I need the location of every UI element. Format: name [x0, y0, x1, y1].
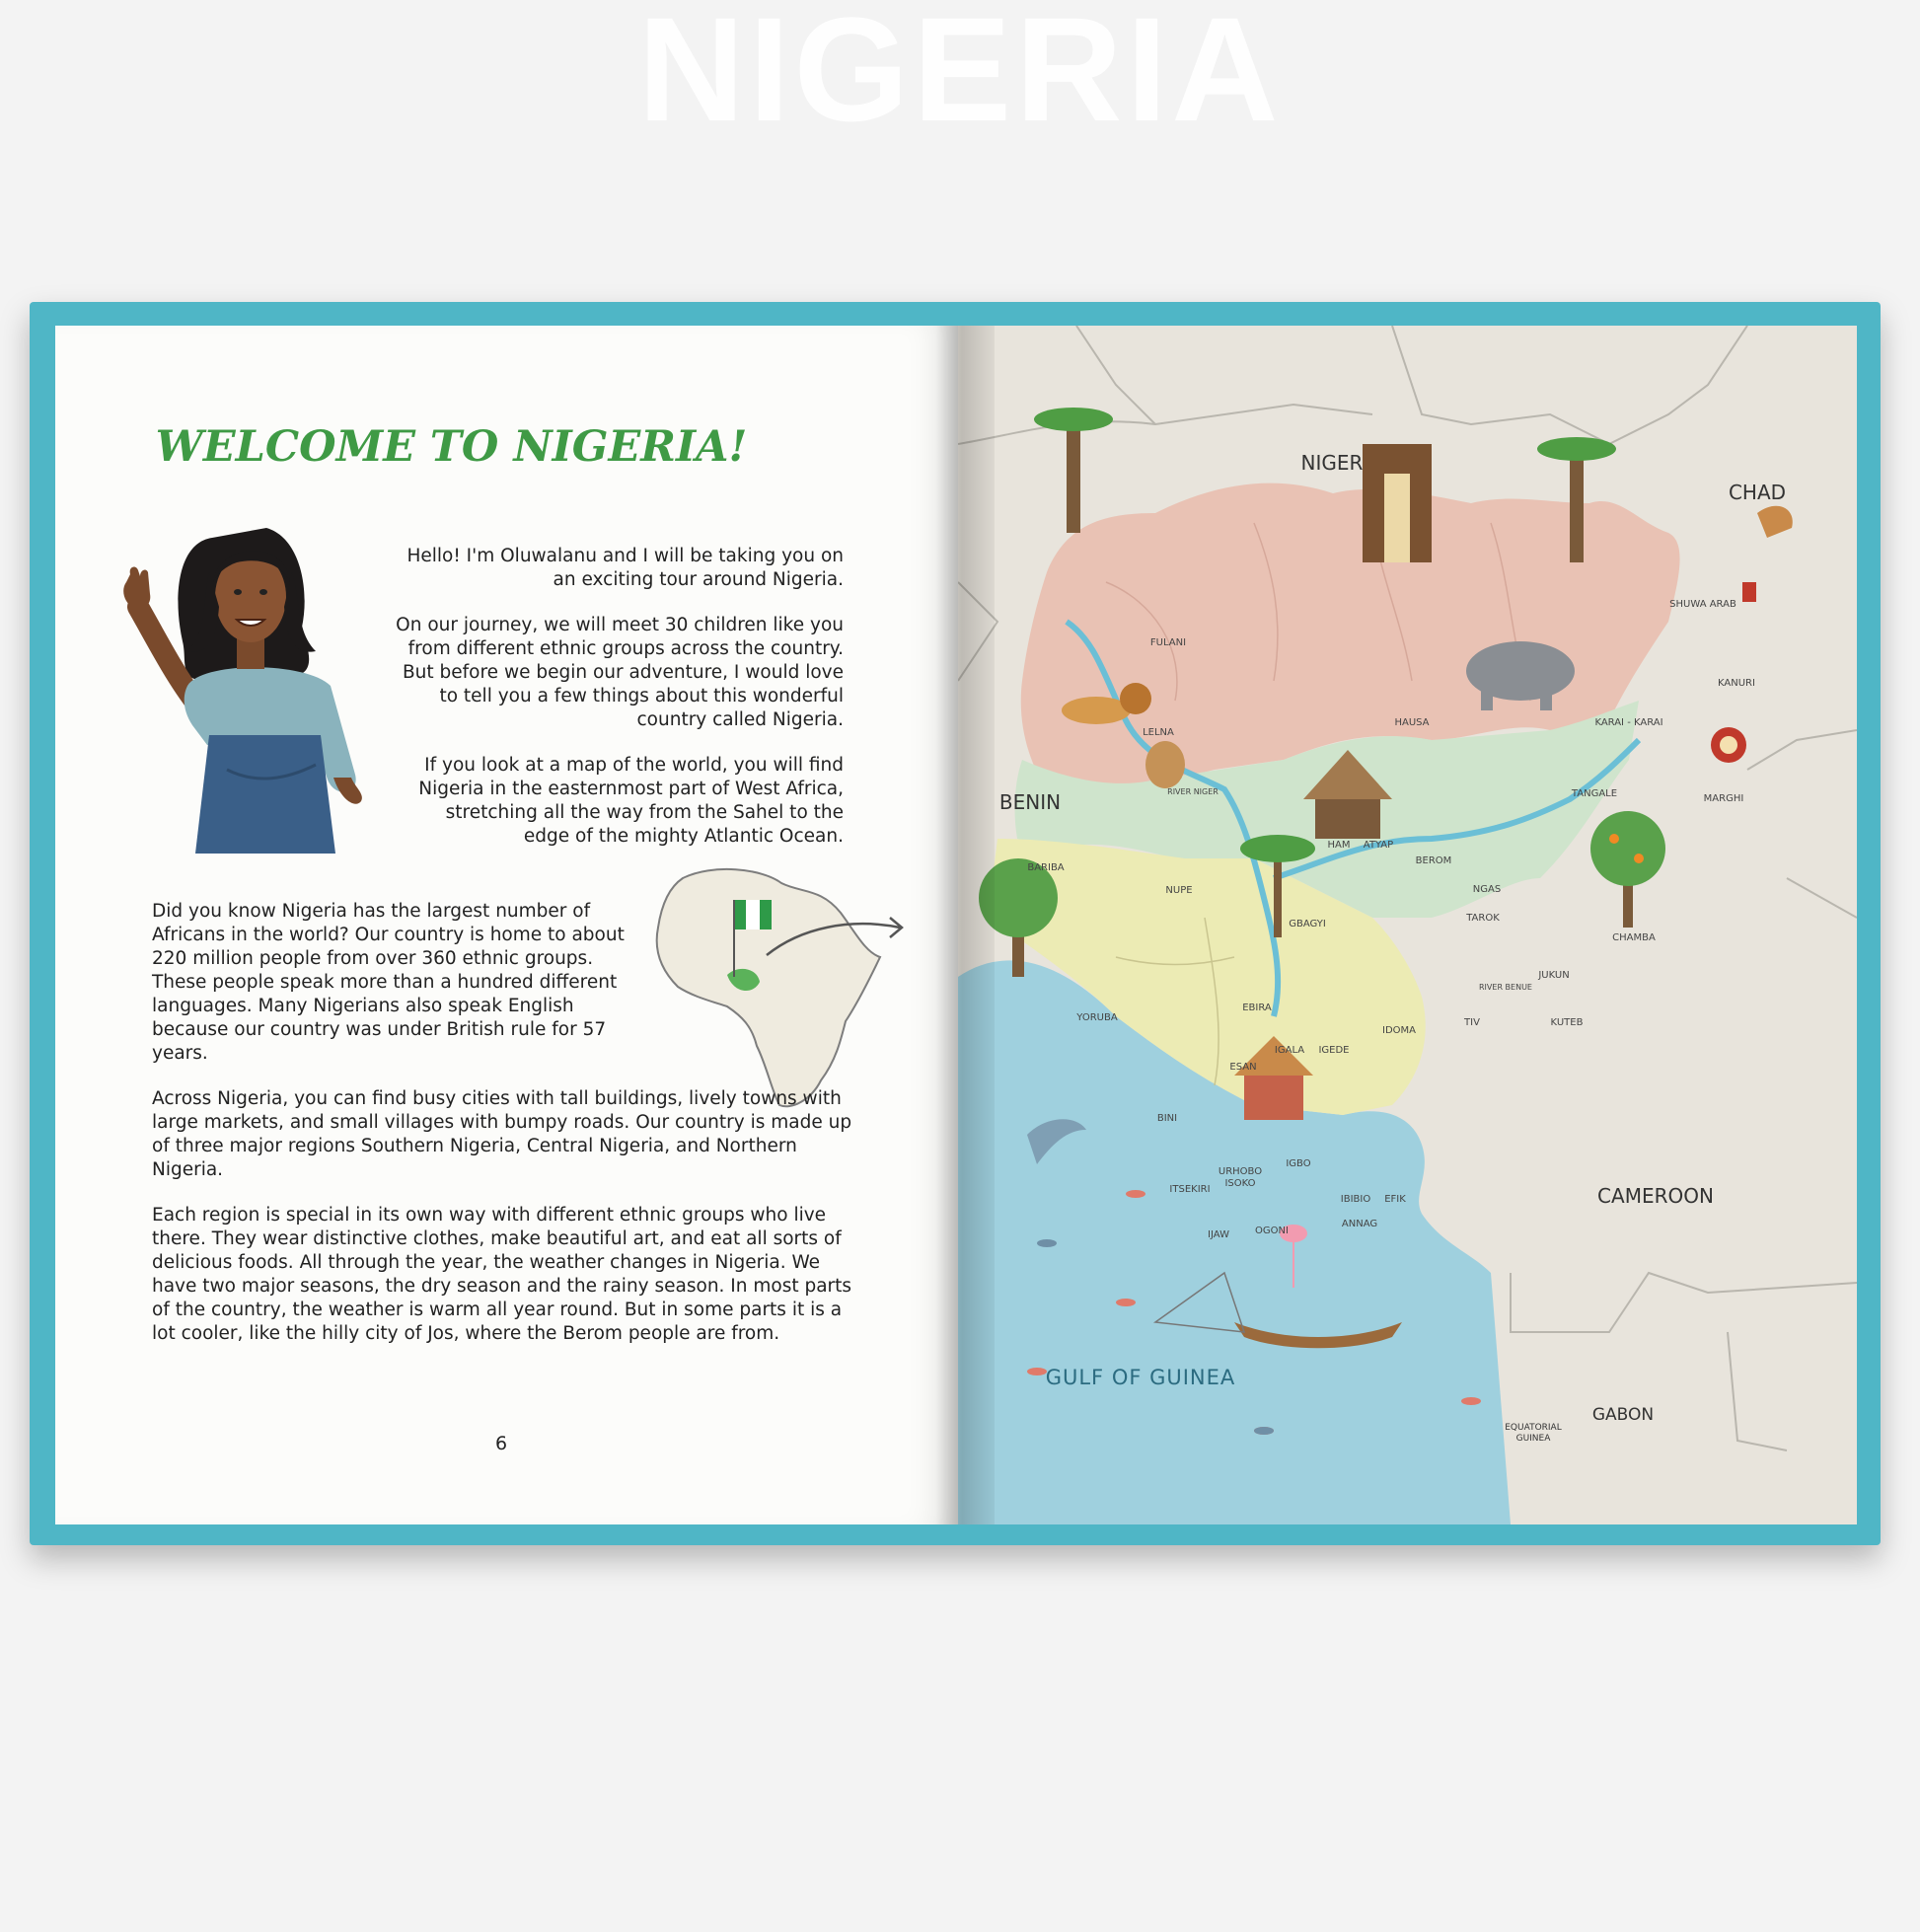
ethnic-label: CHAMBA	[1612, 932, 1656, 943]
ethnic-label: TIV	[1464, 1017, 1480, 1028]
fish-icon	[1037, 1239, 1057, 1247]
ethnic-label: IDOMA	[1382, 1025, 1416, 1036]
ethnic-label: BINI	[1156, 1113, 1178, 1124]
ethnic-label: SHUWA ARAB	[1669, 599, 1736, 610]
ethnic-label: EFIK	[1384, 1194, 1406, 1205]
intro-paragraph: If you look at a map of the world, you will find Nigeria in the easternmost part of West Africa, stretching all the way from the Sahel to the edge of the mighty Atlantic Ocean.	[418, 755, 844, 847]
fish-icon	[1254, 1427, 1274, 1435]
ethnic-label: TAROK	[1466, 913, 1500, 924]
ethnic-label: ESAN	[1229, 1062, 1257, 1073]
ethnic-label: KARAI - KARAI	[1594, 717, 1663, 728]
ethnic-label: LELNA	[1143, 727, 1174, 738]
ethnic-label: IGALA	[1274, 1045, 1305, 1056]
river-label: RIVER NIGER	[1167, 787, 1218, 796]
country-label-equatorial-guinea: EQUATORIAL	[1505, 1423, 1562, 1433]
country-label-gabon: GABON	[1591, 1405, 1655, 1425]
fish-icon	[1027, 1368, 1047, 1375]
ethnic-label: URHOBO	[1218, 1166, 1263, 1177]
intro-paragraph: On our journey, we will meet 30 children like you from different ethnic groups across the country. But before we begin our adventure, I would love to tell you a few things about this wonderful country called Nigeria.	[396, 615, 844, 730]
ethnic-label: FULANI	[1149, 637, 1187, 648]
country-label-cameroon: CAMEROON	[1597, 1184, 1714, 1208]
watermark-title: NIGERIA	[637, 0, 1283, 152]
nigeria-map	[958, 326, 1857, 1524]
ethnic-label: IGBO	[1286, 1158, 1311, 1169]
page-title: WELCOME TO NIGERIA!	[155, 422, 748, 472]
pottery-icon	[1145, 741, 1185, 788]
country-label-chad: CHAD	[1728, 481, 1787, 504]
ethnic-label: NGAS	[1472, 884, 1502, 895]
fish-icon	[1461, 1397, 1481, 1405]
country-label-equatorial-guinea: GUINEA	[1515, 1434, 1551, 1444]
country-label-benin: BENIN	[998, 790, 1062, 814]
body-text	[152, 900, 852, 1368]
ethnic-label: BARIBA	[1027, 862, 1065, 873]
page-number: 6	[494, 1433, 508, 1454]
ethnic-label: EBIRA	[1242, 1003, 1272, 1013]
sea-label: GULF OF GUINEA	[1045, 1366, 1236, 1389]
fish-icon	[1116, 1299, 1136, 1306]
ethnic-label: OGONI	[1255, 1226, 1289, 1236]
ethnic-label: TANGALE	[1571, 788, 1618, 799]
ethnic-label: JUKUN	[1538, 970, 1570, 981]
guide-character-illustration	[118, 513, 385, 858]
ethnic-label: KANURI	[1718, 678, 1755, 689]
country-label-niger: NIGER	[1300, 451, 1364, 475]
ethnic-label: KUTEB	[1550, 1017, 1584, 1028]
ethnic-label: IBIBIO	[1340, 1194, 1371, 1205]
ethnic-label: NUPE	[1165, 885, 1193, 896]
body-paragraph: Each region is special in its own way with different ethnic groups who live there. They wear distinctive clothes, make beautiful art, and eat all sorts of delicious foods. All through the year, the weather changes in Nigeria. We have two major seasons, the dry season and the rainy season. In most parts of the country, the weather is warm all year round. But in some parts it is a lot cooler, like the hilly city of Jos, where the Berom people are from.	[152, 1205, 852, 1344]
drum-icon	[1711, 727, 1746, 763]
ethnic-label: IGEDE	[1318, 1045, 1350, 1056]
ethnic-label: ANNAG	[1341, 1219, 1378, 1229]
map-page	[958, 326, 1857, 1524]
mosque-gate-icon	[1363, 444, 1432, 562]
fish-icon	[1126, 1190, 1145, 1198]
ethnic-label: HAM	[1327, 840, 1351, 851]
ethnic-label: ISOKO	[1224, 1178, 1256, 1189]
ethnic-label: ATYAP	[1363, 840, 1394, 851]
ethnic-label: BEROM	[1415, 855, 1452, 866]
river-label: RIVER BENUE	[1479, 983, 1532, 992]
body-paragraph: Did you know Nigeria has the largest number of Africans in the world? Our country is home to about 220 million people from over 360 ethnic groups. These people speak more than a hundred different languages. Many Nigerians also speak English because our country was under British rule for 57 years.	[152, 901, 625, 1064]
ethnic-label: GBAGYI	[1289, 919, 1326, 929]
ethnic-label: YORUBA	[1076, 1012, 1118, 1023]
ethnic-label: MARGHI	[1703, 793, 1744, 804]
intro-paragraph: Hello! I'm Oluwalanu and I will be taking you on an exciting tour around Nigeria.	[406, 546, 844, 590]
body-paragraph: Across Nigeria, you can find busy cities with tall buildings, lively towns with large markets, and small villages with bumpy roads. Our country is made up of three major regions Southern Nigeria, Central Nigeria, and Northern Nigeria.	[152, 1088, 852, 1180]
intro-text	[395, 545, 844, 870]
ethnic-label: IJAW	[1208, 1229, 1229, 1240]
ethnic-label: HAUSA	[1394, 717, 1430, 728]
ethnic-label: ITSEKIRI	[1169, 1184, 1211, 1195]
